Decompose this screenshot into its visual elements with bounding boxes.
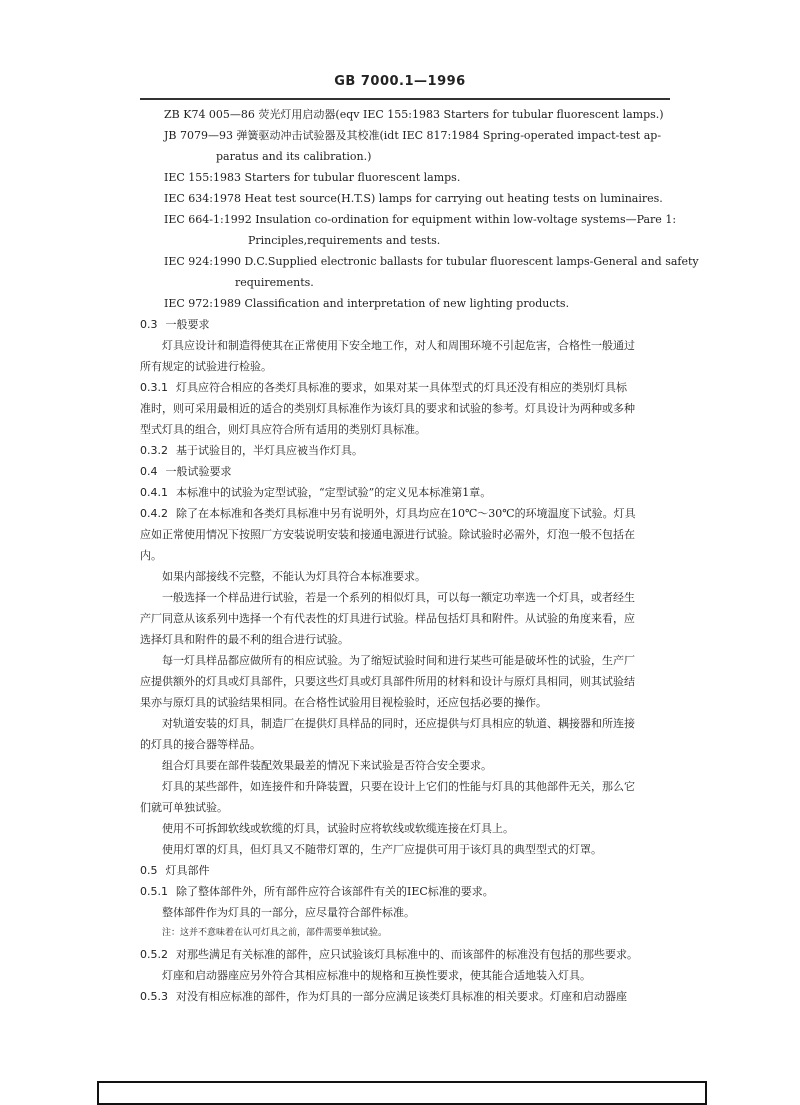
text-line <box>140 356 670 377</box>
text-line <box>140 923 670 944</box>
text-line <box>140 251 699 272</box>
line-text: requirements. <box>235 276 314 289</box>
text-line <box>140 272 670 293</box>
line-text: 灯座和启动器座应另外符合其相应标准中的规格和互换性要求，使其能合适地装入灯具。 <box>162 969 591 982</box>
line-text: 内。 <box>140 549 162 562</box>
line-text: 灯具的某些部件，如连接件和升降装置，只要在设计上它们的性能与灯具的其他部件无关，那么它 <box>162 780 635 793</box>
section-heading-line <box>140 860 670 881</box>
text-line <box>140 629 670 650</box>
line-text: 使用不可拆卸软线或软缆的灯具，试验时应将软线或软缆连接在灯具上。 <box>162 822 514 835</box>
text-line <box>140 293 670 314</box>
line-text: IEC 972:1989 Classification and interpretation of new lighting products. <box>164 297 570 310</box>
line-text: 每一灯具样品都应做所有的相应试验。为了缩短试验时间和进行某些可能是破坏性的试验，生产厂 <box>162 654 635 667</box>
text-line <box>140 902 670 923</box>
line-text: 型式灯具的组合，则灯具应符合所有适用的类别灯具标准。 <box>140 423 426 436</box>
line-text: IEC 664-1:1992 Insulation co-ordination for equipment within low-voltage systems—Pare 1: <box>164 213 677 226</box>
line-text: 除了整体部件外，所有部件应符合该部件有关的IEC标准的要求。 <box>176 885 494 898</box>
text-line <box>140 650 670 671</box>
header-rule <box>140 98 670 100</box>
line-text: 一般要求 <box>165 318 210 331</box>
section-heading-line <box>140 986 670 1007</box>
text-line <box>140 713 670 734</box>
text-line <box>140 125 670 146</box>
line-text: IEC 634:1978 Heat test source(H.T.S) lamps for carrying out heating tests on luminaires. <box>164 192 663 205</box>
line-text: IEC 924:1990 D.C.Supplied electronic ballasts for tubular fluorescent lamps-General and safety <box>164 255 699 268</box>
body-text <box>140 104 699 1007</box>
text-line <box>140 146 670 167</box>
line-text: 们就可单独试验。 <box>140 801 228 814</box>
line-text: 准时，则可采用最相近的适合的类别灯具标准作为该灯具的要求和试验的参考。灯具设计为两种或多种 <box>140 402 635 415</box>
line-text: 对那些满足有关标准的部件，应只试验该灯具标准中的、而该部件的标准没有包括的那些要求。 <box>176 948 638 961</box>
line-text: 组合灯具要在部件装配效果最差的情况下来试验是否符合安全要求。 <box>162 759 492 772</box>
line-text: 使用灯罩的灯具，但灯具又不随带灯罩的，生产厂应提供可用于该灯具的典型型式的灯罩。 <box>162 843 602 856</box>
text-line <box>140 734 670 755</box>
section-number: 0.5.1 <box>140 885 168 898</box>
line-text: IEC 155:1983 Starters for tubular fluorescent lamps. <box>164 171 461 184</box>
bottom-frame <box>97 1081 707 1105</box>
text-line <box>140 818 670 839</box>
text-line <box>140 797 670 818</box>
line-text: 选择灯具和附件的最不利的组合进行试验。 <box>140 633 349 646</box>
page-header: GB 7000.1—1996 <box>334 74 466 89</box>
line-text: 注：这并不意味着在认可灯具之前，部件需要单独试验。 <box>162 928 388 938</box>
line-text: 产厂同意从该系列中选择一个有代表性的灯具进行试验。样品包括灯具和附件。从试验的角度来看，应 <box>140 612 635 625</box>
line-text: 的灯具的接合器等样品。 <box>140 738 261 751</box>
text-line <box>140 398 670 419</box>
line-text: 对没有相应标准的部件，作为灯具的一部分应满足该类灯具标准的相关要求。灯座和启动器座 <box>176 990 627 1003</box>
section-number: 0.4 <box>140 465 158 478</box>
section-number: 0.4.2 <box>140 507 168 520</box>
section-number: 0.4.1 <box>140 486 168 499</box>
section-number: 0.3.1 <box>140 381 168 394</box>
text-line <box>140 839 670 860</box>
text-line <box>140 524 670 545</box>
line-text: 灯具应符合相应的各类灯具标准的要求，如果对某一具体型式的灯具还没有相应的类别灯具标 <box>176 381 627 394</box>
section-heading-line <box>140 503 670 524</box>
section-heading-line <box>140 377 670 398</box>
section-heading-line <box>140 461 670 482</box>
line-text: 所有规定的试验进行检验。 <box>140 360 272 373</box>
section-number: 0.3 <box>140 318 158 331</box>
line-text: 一般试验要求 <box>165 465 232 478</box>
section-heading-line <box>140 314 670 335</box>
text-line <box>140 104 670 125</box>
text-line <box>140 566 670 587</box>
section-number: 0.5.2 <box>140 948 168 961</box>
text-line <box>140 671 670 692</box>
text-line <box>140 755 670 776</box>
line-text: 应提供额外的灯具或灯具部件，只要这些灯具或灯具部件所用的材料和设计与原灯具相同，则其试验结 <box>140 675 635 688</box>
text-line <box>140 167 670 188</box>
section-heading-line <box>140 944 670 965</box>
section-heading-line <box>140 881 670 902</box>
line-text: 基于试验目的，半灯具应被当作灯具。 <box>176 444 363 457</box>
text-line <box>140 545 670 566</box>
line-text: 果亦与原灯具的试验结果相同。在合格性试验用目视检验时，还应包括必要的操作。 <box>140 696 547 709</box>
text-line <box>140 188 670 209</box>
section-heading-line <box>140 440 670 461</box>
text-line <box>140 965 670 986</box>
section-number: 0.5.3 <box>140 990 168 1003</box>
text-line <box>140 209 677 230</box>
line-text: 对轨道安装的灯具，制造厂在提供灯具样品的同时，还应提供与灯具相应的轨道、耦接器和所连接 <box>162 717 635 730</box>
text-line <box>140 419 670 440</box>
line-text: 如果内部接线不完整，不能认为灯具符合本标准要求。 <box>162 570 426 583</box>
text-line <box>140 335 670 356</box>
line-text: paratus and its calibration.) <box>216 150 372 163</box>
line-text: Principles,requirements and tests. <box>248 234 441 247</box>
text-line <box>140 587 670 608</box>
text-line <box>140 776 670 797</box>
line-text: 灯具应设计和制造得使其在正常使用下安全地工作，对人和周围环境不引起危害，合格性一般通过 <box>162 339 635 352</box>
line-text: 整体部件作为灯具的一部分，应尽量符合部件标准。 <box>162 906 415 919</box>
line-text: ZB K74 005—86 荧光灯用启动器(eqv IEC 155:1983 Starters for tubular fluorescent lamps.) <box>164 108 664 121</box>
line-text: 一般选择一个样品进行试验，若是一个系列的相似灯具，可以每一额定功率选一个灯具，或者经生 <box>162 591 635 604</box>
section-number: 0.3.2 <box>140 444 168 457</box>
text-line <box>140 608 670 629</box>
line-text: 本标准中的试验为定型试验，“定型试验”的定义见本标准第1章。 <box>176 486 492 499</box>
section-number: 0.5 <box>140 864 158 877</box>
section-heading-line <box>140 482 670 503</box>
line-text: 除了在本标准和各类灯具标准中另有说明外，灯具均应在10℃～30℃的环境温度下试验。灯具 <box>176 507 636 520</box>
line-text: 灯具部件 <box>165 864 210 877</box>
line-text: JB 7079—93 弹簧驱动冲击试验器及其校准(idt IEC 817:1984 Spring-operated impact-test ap- <box>164 129 662 142</box>
line-text: 应如正常使用情况下按照厂方安装说明安装和接通电源进行试验。除试验时必需外，灯泡一般不包括在 <box>140 528 635 541</box>
text-line <box>140 230 670 251</box>
text-line <box>140 692 670 713</box>
